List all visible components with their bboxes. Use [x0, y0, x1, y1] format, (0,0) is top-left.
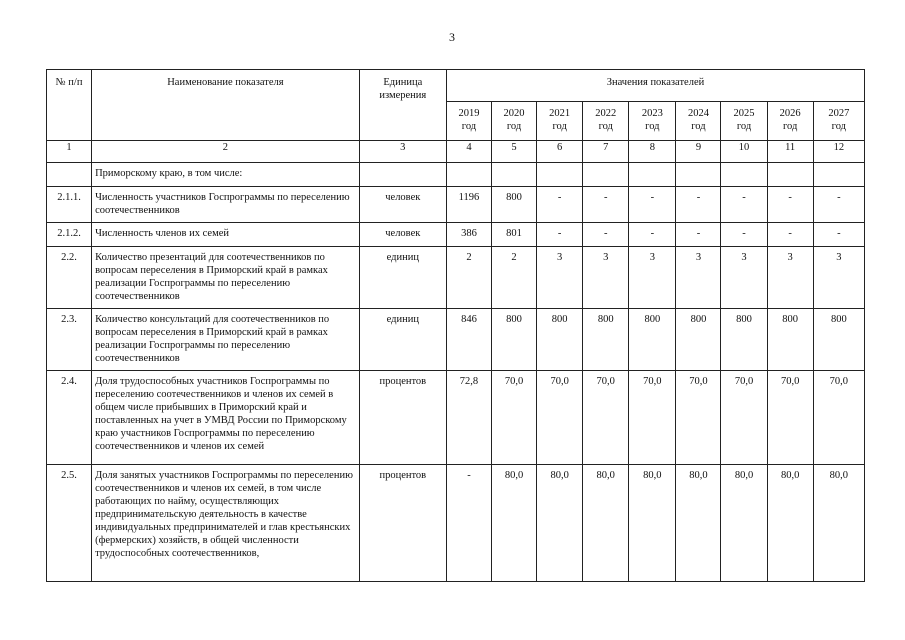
- indicator-value: 70,0: [492, 371, 537, 465]
- year-value: 2025: [733, 108, 755, 119]
- indicator-value: 3: [583, 247, 629, 309]
- indicator-value: -: [676, 223, 721, 247]
- indicator-unit: единиц: [359, 247, 446, 309]
- indicator-value: 70,0: [583, 371, 629, 465]
- row-number: 2.1.2.: [47, 223, 92, 247]
- indicator-value: 70,0: [537, 371, 583, 465]
- table-row: [47, 371, 865, 465]
- row-number: 2.5.: [47, 465, 92, 582]
- column-number: 3: [359, 141, 446, 163]
- indicator-value: 386: [446, 223, 491, 247]
- header-unit: Единица измерения: [359, 70, 446, 141]
- table-row: [47, 223, 865, 247]
- indicator-name: Доля трудоспособных участников Госпрограммы по переселению соотечественников и членов их семей в общем числе прибывших в Приморский край и поставленных на учет в УМВД России по Приморскому краю участников Госпрограммы по переселению соотечественников и членов их семей: [92, 371, 360, 465]
- indicator-unit: человек: [359, 223, 446, 247]
- indicator-name: Количество консультаций для соотечественников по вопросам переселения в Приморский край в рамках реализации Госпрограммы по переселению соотечественников: [92, 309, 360, 371]
- indicator-value: 3: [721, 247, 767, 309]
- header-num: № п/п: [47, 70, 92, 141]
- indicator-value: -: [813, 223, 864, 247]
- table-body: [47, 141, 865, 582]
- indicator-value: -: [813, 187, 864, 223]
- indicator-name: Приморскому краю, в том числе:: [92, 163, 360, 187]
- year-suffix: год: [831, 121, 846, 132]
- indicator-unit: человек: [359, 187, 446, 223]
- page-number: 3: [449, 30, 455, 44]
- column-number: 12: [813, 141, 864, 163]
- row-number: 2.3.: [47, 309, 92, 371]
- indicator-value: -: [446, 465, 491, 582]
- indicator-name: Численность членов их семей: [92, 223, 360, 247]
- table-row: [47, 187, 865, 223]
- indicator-value: [721, 163, 767, 187]
- year-suffix: год: [598, 121, 613, 132]
- indicator-value: 1196: [446, 187, 491, 223]
- header-year: [446, 102, 491, 141]
- indicator-unit: [359, 163, 446, 187]
- header-year: [583, 102, 629, 141]
- year-value: 2023: [641, 108, 663, 119]
- indicator-value: 800: [537, 309, 583, 371]
- indicator-value: -: [537, 223, 583, 247]
- row-number: [47, 163, 92, 187]
- indicator-value: -: [767, 223, 813, 247]
- indicator-value: 800: [583, 309, 629, 371]
- indicator-value: 72,8: [446, 371, 491, 465]
- indicator-value: -: [721, 223, 767, 247]
- header-year: [813, 102, 864, 141]
- year-value: 2019: [458, 108, 480, 119]
- indicator-value: 80,0: [721, 465, 767, 582]
- year-suffix: год: [645, 121, 660, 132]
- table-row: [47, 309, 865, 371]
- year-value: 2022: [595, 108, 617, 119]
- indicator-value: 80,0: [767, 465, 813, 582]
- indicator-value: 3: [629, 247, 676, 309]
- column-number: 4: [446, 141, 491, 163]
- year-suffix: год: [461, 121, 477, 132]
- indicator-unit: процентов: [359, 371, 446, 465]
- column-number: 10: [721, 141, 767, 163]
- indicator-value: 70,0: [676, 371, 721, 465]
- indicator-value: -: [537, 187, 583, 223]
- header-year: [767, 102, 813, 141]
- indicator-value: 70,0: [813, 371, 864, 465]
- year-value: 2024: [687, 108, 709, 119]
- indicator-value: -: [583, 187, 629, 223]
- header-year: [629, 102, 676, 141]
- column-number: 6: [537, 141, 583, 163]
- indicator-value: 2: [446, 247, 491, 309]
- indicator-value: 800: [721, 309, 767, 371]
- table-row: [47, 163, 865, 187]
- indicator-value: 80,0: [629, 465, 676, 582]
- header-year: [676, 102, 721, 141]
- year-suffix: год: [552, 121, 567, 132]
- indicator-name: Доля занятых участников Госпрограммы по переселению соотечественников и членов их семей, в том числе работающих по найму, осуществляющих предпринимательскую деятельность в качестве индивидуальных предпринимателей и глав крестьянских (фермерских) хозяйств, в общей численности трудоспособных соотечественников,: [92, 465, 360, 582]
- header-values: Значения показателей: [446, 70, 864, 102]
- indicator-value: 80,0: [676, 465, 721, 582]
- column-number: 1: [47, 141, 92, 163]
- year-suffix: год: [782, 121, 798, 132]
- indicator-unit: единиц: [359, 309, 446, 371]
- indicator-value: 800: [492, 187, 537, 223]
- indicator-name: Количество презентаций для соотечественников по вопросам переселения в Приморский край в рамках реализации Госпрограммы по переселению соотечественников: [92, 247, 360, 309]
- indicator-value: [813, 163, 864, 187]
- header-year: [721, 102, 767, 141]
- table-header: [47, 70, 865, 141]
- column-number: 2: [92, 141, 360, 163]
- year-value: 2020: [503, 108, 525, 119]
- indicator-value: -: [583, 223, 629, 247]
- indicator-value: [492, 163, 537, 187]
- indicator-value: -: [721, 187, 767, 223]
- indicator-value: 800: [767, 309, 813, 371]
- indicator-name: Численность участников Госпрограммы по переселению соотечественников: [92, 187, 360, 223]
- indicator-value: 70,0: [767, 371, 813, 465]
- table-row: [47, 247, 865, 309]
- indicator-value: 80,0: [813, 465, 864, 582]
- year-suffix: год: [506, 121, 522, 132]
- indicator-value: 846: [446, 309, 491, 371]
- indicator-value: 3: [767, 247, 813, 309]
- indicator-value: [446, 163, 491, 187]
- column-number: 11: [767, 141, 813, 163]
- column-numbers-row: [47, 141, 865, 163]
- indicator-unit: процентов: [359, 465, 446, 582]
- year-value: 2026: [779, 108, 801, 119]
- year-value: 2027: [828, 108, 850, 119]
- year-value: 2021: [549, 108, 571, 119]
- header-year: [537, 102, 583, 141]
- indicator-value: 70,0: [721, 371, 767, 465]
- column-number: 8: [629, 141, 676, 163]
- row-number: 2.4.: [47, 371, 92, 465]
- indicator-value: 3: [813, 247, 864, 309]
- indicator-value: 70,0: [629, 371, 676, 465]
- year-suffix: год: [736, 121, 752, 132]
- indicator-value: [629, 163, 676, 187]
- indicator-value: 800: [492, 309, 537, 371]
- indicator-value: -: [767, 187, 813, 223]
- indicator-value: 80,0: [537, 465, 583, 582]
- indicator-value: [583, 163, 629, 187]
- indicator-value: 800: [629, 309, 676, 371]
- header-year: [492, 102, 537, 141]
- indicator-value: 3: [537, 247, 583, 309]
- indicator-value: 2: [492, 247, 537, 309]
- row-number: 2.2.: [47, 247, 92, 309]
- indicator-value: 800: [813, 309, 864, 371]
- header-name: Наименование показателя: [92, 70, 360, 141]
- indicator-value: -: [629, 223, 676, 247]
- column-number: 9: [676, 141, 721, 163]
- indicator-value: -: [676, 187, 721, 223]
- indicator-value: -: [629, 187, 676, 223]
- row-number: 2.1.1.: [47, 187, 92, 223]
- column-number: 5: [492, 141, 537, 163]
- indicators-table: [46, 69, 865, 582]
- indicator-value: 80,0: [583, 465, 629, 582]
- indicator-value: [767, 163, 813, 187]
- indicator-value: 3: [676, 247, 721, 309]
- indicator-value: 80,0: [492, 465, 537, 582]
- indicator-value: 801: [492, 223, 537, 247]
- indicator-value: 800: [676, 309, 721, 371]
- indicator-value: [537, 163, 583, 187]
- indicator-value: [676, 163, 721, 187]
- table-row: [47, 465, 865, 582]
- column-number: 7: [583, 141, 629, 163]
- year-suffix: год: [691, 121, 706, 132]
